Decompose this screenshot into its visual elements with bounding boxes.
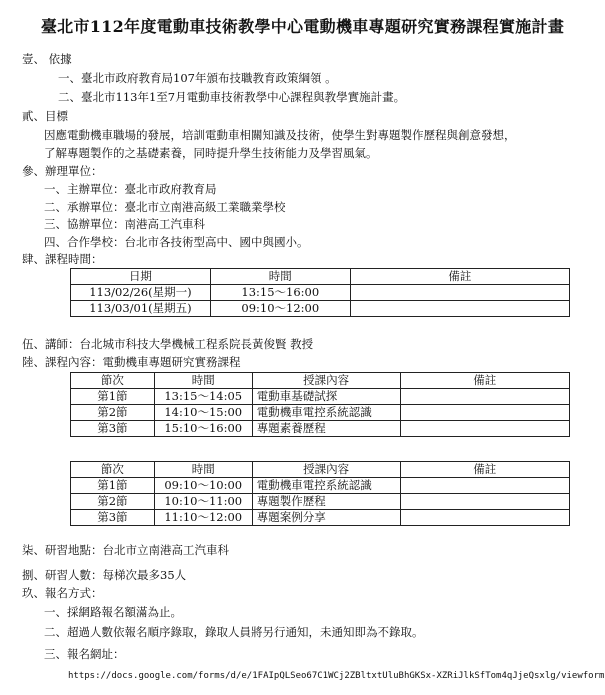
table-row [71,421,570,437]
time-cell: 15:10～16:00 [154,421,252,437]
topic-cell: 專題製作歷程 [252,494,400,510]
header-remark: 備註 [400,462,569,478]
table-row [71,405,570,421]
organizer-item-3: 三、協辦單位：南港高工汽車科 [44,217,205,231]
schedule-table [70,268,570,317]
period-cell: 第1節 [71,389,155,405]
content-heading: 陸、課程內容：電動機車專題研究實務課程 [22,355,241,369]
header-remark: 備註 [350,269,569,285]
header-period: 節次 [71,462,155,478]
schedule-date: 113/03/01(星期五) [71,301,211,317]
table-header-row [71,373,570,389]
remark-cell [400,405,569,421]
basis-item-1: 一、臺北市政府教育局107年頒布技職教育政策綱領 。 [58,71,337,85]
basis-heading: 壹、 依據 [22,52,72,66]
registration-item-1: 一、採網路報名額滿為止。 [44,605,182,619]
registration-item-2: 二、超過人數依報名順序錄取，錄取人員將另行通知，未通知即為不錄取。 [44,625,424,639]
registration-item-3: 三、報名網址： [44,647,125,661]
table-row [71,510,570,526]
topic-cell: 電動機車電控系統認識 [252,405,400,421]
period-cell: 第1節 [71,478,155,494]
schedule-remark [350,285,569,301]
purpose-line-2: 了解專題製作的之基礎素養，同時提升學生技術能力及學習風氣。 [44,146,378,160]
time-cell: 14:10～15:00 [154,405,252,421]
content-table-day1 [70,372,570,437]
header-date: 日期 [71,269,211,285]
purpose-heading: 貳、目標 [22,109,68,123]
organizer-item-2: 二、承辦單位：臺北市立南港高級工業職業學校 [44,200,286,214]
table-header-row [71,269,570,285]
remark-cell [400,478,569,494]
capacity-line: 捌、研習人數：每梯次最多35人 [22,568,187,582]
topic-cell: 電動車基礎試探 [252,389,400,405]
basis-item-2: 二、臺北市113年1至7月電動車技術教學中心課程與教學實施計畫。 [58,90,406,104]
period-cell: 第2節 [71,494,155,510]
header-period: 節次 [71,373,155,389]
table-row [71,478,570,494]
remark-cell [400,494,569,510]
organizer-item-1: 一、主辦單位：臺北市政府教育局 [44,182,217,196]
header-time: 時間 [210,269,350,285]
topic-cell: 電動機車電控系統認識 [252,478,400,494]
schedule-time: 09:10～12:00 [210,301,350,317]
registration-url-link[interactable]: https://docs.google.com/forms/d/e/1FAIpQLSeo67C1WCj2ZBltxtUluBhGKSx-XZRiJlkSfTom4qJjeQsxlg/viewform [68,671,605,681]
header-time: 時間 [154,462,252,478]
topic-cell: 專題案例分享 [252,510,400,526]
content-table-day2 [70,461,570,526]
organizers-heading: 參、辦理單位： [22,164,103,178]
period-cell: 第2節 [71,405,155,421]
document-title: 臺北市112年度電動車技術教學中心電動機車專題研究實務課程實施計畫 [40,17,565,36]
period-cell: 第3節 [71,510,155,526]
time-cell: 10:10～11:00 [154,494,252,510]
organizer-item-4: 四、合作學校：台北市各技術型高中、國中與國小。 [44,235,309,249]
header-topic: 授課內容 [252,373,400,389]
table-row [71,285,570,301]
time-cell: 11:10～12:00 [154,510,252,526]
schedule-date: 113/02/26(星期一) [71,285,211,301]
header-topic: 授課內容 [252,462,400,478]
period-cell: 第3節 [71,421,155,437]
location-line: 柒、研習地點：台北市立南港高工汽車科 [22,543,229,557]
time-cell: 09:10～10:00 [154,478,252,494]
header-time: 時間 [154,373,252,389]
schedule-heading: 肆、課程時間： [22,252,103,266]
remark-cell [400,421,569,437]
schedule-time: 13:15～16:00 [210,285,350,301]
table-row [71,389,570,405]
header-remark: 備註 [400,373,569,389]
table-row [71,301,570,317]
purpose-line-1: 因應電動機車職場的發展，培訓電動車相關知識及技術，使學生對專題製作歷程與創意發想， [44,128,516,142]
table-header-row [71,462,570,478]
lecturer-line: 伍、講師：台北城市科技大學機械工程系院長黃俊賢 教授 [22,337,314,351]
registration-heading: 玖、報名方式： [22,586,103,600]
table-row [71,494,570,510]
time-cell: 13:15～14:05 [154,389,252,405]
remark-cell [400,389,569,405]
remark-cell [400,510,569,526]
schedule-remark [350,301,569,317]
topic-cell: 專題素養歷程 [252,421,400,437]
